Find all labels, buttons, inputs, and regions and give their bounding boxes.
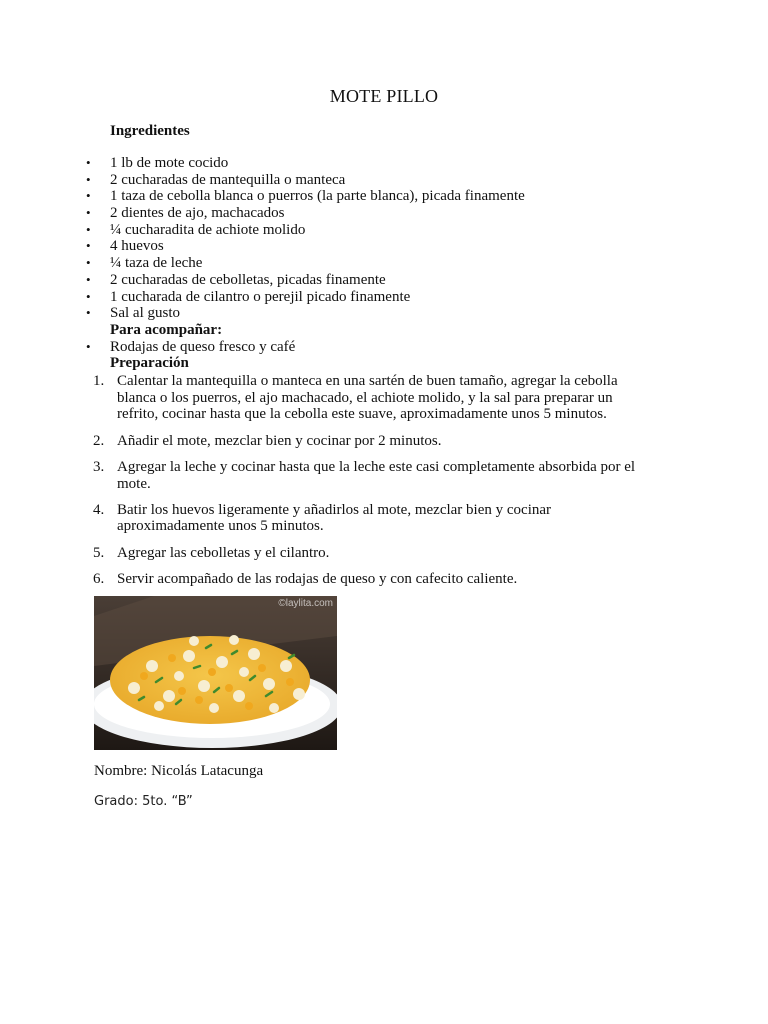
ingredient-item: • 4 huevos [110, 238, 670, 255]
step-text: Añadir el mote, mezclar bien y cocinar por 2 minutos. [117, 432, 442, 449]
step-item [93, 373, 653, 423]
accompany-item: • Rodajas de queso fresco y café [110, 339, 670, 356]
ingredient-item: • ¼ cucharadita de achiote molido [110, 222, 670, 239]
step-text: Batir los huevos ligeramente y añadirlos al mote, mezclar bien y cocinar aproximadamente unos 5 minutos. [117, 501, 552, 535]
food-plate-image [94, 596, 337, 750]
step-text: Agregar las cebolletas y el cilantro. [117, 544, 330, 561]
step-text: Calentar la mantequilla o manteca en una sartén de buen tamaño, agregar la cebolla blanca o los puerros, el ajo machacado, el achiote molido, y la sal para preparar un refrito, cocinar hasta que la cebolla este suave, aproximadamente unos 5 minutos. [117, 373, 618, 423]
ingredients-heading: Ingredientes [110, 123, 190, 139]
photo-watermark: ©laylita.com [278, 598, 333, 609]
ingredient-item: • 1 cucharada de cilantro o perejil picado finamente [110, 289, 670, 306]
step-number: 4. [93, 501, 105, 518]
step-text: Agregar la leche y cocinar hasta que la leche este casi completamente absorbida por el mote. [117, 458, 636, 492]
step-item [93, 571, 653, 588]
recipe-title: MOTE PILLO [329, 86, 439, 106]
step-text: Servir acompañado de las rodajas de queso y con cafecito caliente. [117, 570, 518, 587]
student-grade: Grado: 5to. “B” [94, 794, 193, 809]
step-item [93, 433, 653, 450]
ingredient-item: • 2 cucharadas de mantequilla o manteca [110, 172, 670, 189]
ingredient-item: • 2 dientes de ajo, machacados [110, 205, 670, 222]
step-item [93, 502, 653, 535]
ingredient-item: • ¼ taza de leche [110, 255, 670, 272]
ingredient-item: • 2 cucharadas de cebolletas, picadas finamente [110, 272, 670, 289]
step-number: 6. [93, 570, 105, 587]
recipe-photo [94, 596, 337, 750]
step-item [93, 459, 653, 492]
preparation-heading: Preparación [110, 355, 189, 372]
ingredient-item: • Sal al gusto [110, 305, 670, 322]
preparation-steps [93, 373, 653, 597]
step-number: 5. [93, 544, 105, 561]
step-number: 1. [93, 373, 105, 389]
ingredient-item: • 1 taza de cebolla blanca o puerros (la parte blanca), picada finamente [110, 188, 670, 205]
ingredients-list [110, 155, 670, 372]
accompany-heading: Para acompañar: [110, 321, 223, 338]
ingredient-item: • 1 lb de mote cocido [110, 155, 670, 172]
step-number: 2. [93, 432, 105, 449]
step-number: 3. [93, 458, 105, 475]
step-item [93, 545, 653, 562]
student-name: Nombre: Nicolás Latacunga [94, 763, 264, 779]
